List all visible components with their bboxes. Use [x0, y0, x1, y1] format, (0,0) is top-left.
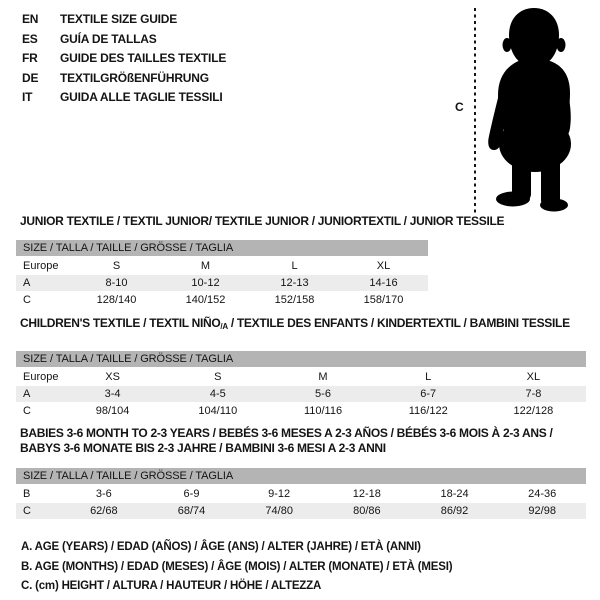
table-cell: 152/158 — [274, 294, 315, 306]
table-cell: 18-24 — [440, 488, 469, 500]
table-row — [16, 486, 586, 503]
size-header-bar: SIZE / TALLA / TAILLE / GRÖSSE / TAGLIA — [16, 468, 586, 484]
language-row — [22, 69, 226, 89]
table-cell: M — [318, 371, 328, 383]
table-cell: 5-6 — [315, 388, 331, 400]
section-junior-textile — [16, 214, 505, 309]
size-header-bar: SIZE / TALLA / TAILLE / GRÖSSE / TAGLIA — [16, 240, 428, 256]
table-cell: 74/80 — [265, 505, 293, 517]
table-cell: 3-6 — [95, 488, 112, 500]
height-measure-label: C — [455, 100, 464, 114]
heading-line: BABIES 3-6 MONTH TO 2-3 YEARS / BEBÉS 3-6 MESES A 2-3 AÑOS / BÉBÉS 3-6 MOIS À 2-3 ANS / — [20, 426, 553, 440]
row-label: C — [23, 294, 31, 306]
table-cell: M — [200, 260, 211, 272]
heading-text: CHILDREN'S TEXTILE / TEXTIL NIÑO — [20, 316, 221, 330]
language-code: EN — [22, 12, 39, 26]
table-cell: 14-16 — [369, 277, 398, 289]
table-cell: 8-10 — [105, 277, 128, 289]
table-cell: 24-36 — [528, 488, 557, 500]
section-heading — [16, 316, 586, 334]
section-heading — [16, 426, 586, 456]
heading-text: / TEXTILE DES ENFANTS / KINDERTEXTIL / BAMBINI TESSILE — [227, 316, 570, 330]
height-measure-line — [474, 8, 476, 213]
language-label: TEXTILE SIZE GUIDE — [60, 12, 178, 26]
table-row — [16, 292, 428, 309]
row-label: Europe — [23, 260, 59, 272]
language-label: GUÍA DE TALLAS — [60, 31, 157, 46]
table-cell: 3-4 — [104, 388, 121, 400]
heading-subscript: /A — [220, 322, 228, 331]
table-row — [16, 275, 428, 292]
heading-line: BABYS 3-6 MONATE BIS 2-3 JAHRE / BAMBINI 3-6 MESI A 2-3 ANNI — [20, 441, 386, 455]
row-label: B — [23, 488, 31, 500]
table-cell: 116/122 — [408, 405, 448, 417]
table-row — [16, 258, 428, 275]
table-cell: S — [214, 371, 222, 383]
section-children-textile — [16, 316, 586, 420]
language-code: ES — [22, 31, 38, 46]
table-cell: 80/86 — [353, 505, 381, 517]
language-list — [22, 10, 226, 108]
footnote-b: B. AGE (MONTHS) / EDAD (MESES) / ÂGE (MOIS) / ALTER (MONATE) / ETÀ (MESI) — [21, 560, 453, 573]
language-label: GUIDA ALLE TAGLIE TESSILI — [60, 90, 223, 104]
language-label: GUIDE DES TAILLES TEXTILE — [60, 51, 227, 65]
table-cell: S — [112, 260, 121, 272]
baby-silhouette-icon — [486, 6, 582, 212]
table-cell: XS — [105, 371, 120, 383]
language-code: FR — [22, 51, 38, 65]
footnote-c: C. (cm) HEIGHT / ALTURA / HAUTEUR / HÖHE / ALTEZZA — [21, 580, 322, 592]
table-cell: 4-5 — [209, 388, 226, 400]
row-label: C — [23, 405, 31, 417]
table-row — [16, 503, 586, 520]
table-cell: 68/74 — [177, 505, 206, 517]
language-row — [22, 30, 226, 50]
size-header-bar: SIZE / TALLA / TAILLE / GRÖSSE / TAGLIA — [16, 351, 586, 367]
table-cell: 9-12 — [268, 488, 291, 500]
table-cell: 140/152 — [185, 294, 226, 306]
row-label: A — [23, 277, 31, 289]
table-cell: 6-7 — [420, 388, 437, 400]
footnote-legend — [21, 538, 452, 597]
language-code: DE — [22, 70, 39, 85]
table-cell: 12-18 — [352, 488, 381, 500]
table-cell: 6-9 — [183, 488, 200, 500]
table-cell: 10-12 — [191, 277, 220, 289]
language-row — [22, 49, 226, 69]
language-label: TEXTILGRÖßENFÜHRUNG — [60, 70, 209, 85]
table-row — [16, 386, 586, 403]
table-cell: 104/110 — [198, 405, 238, 417]
table-cell: 12-13 — [280, 277, 309, 289]
table-cell: 110/116 — [303, 405, 343, 417]
row-label: Europe — [23, 371, 59, 383]
row-label: C — [23, 505, 31, 517]
section-babies-textile — [16, 426, 586, 520]
size-figure — [446, 0, 596, 220]
language-row — [22, 88, 226, 108]
table-cell: 128/140 — [96, 294, 137, 306]
table-cell: L — [425, 371, 432, 383]
table-cell: 98/104 — [95, 405, 130, 417]
table-cell: 86/92 — [440, 505, 469, 517]
table-cell: 62/68 — [90, 505, 118, 517]
table-cell: 122/128 — [513, 405, 554, 417]
table-cell: 7-8 — [525, 388, 542, 400]
language-row — [22, 10, 226, 30]
table-row — [16, 403, 586, 420]
table-row — [16, 369, 586, 386]
row-label: A — [23, 388, 31, 400]
table-cell: 158/170 — [363, 294, 404, 306]
table-cell: L — [291, 260, 298, 272]
table-cell: XL — [526, 371, 541, 383]
section-heading: JUNIOR TEXTILE / TEXTIL JUNIOR/ TEXTILE JUNIOR / JUNIORTEXTIL / JUNIOR TESSILE — [20, 214, 505, 228]
language-code: IT — [22, 90, 33, 104]
table-cell: XL — [376, 260, 391, 272]
table-cell: 92/98 — [528, 505, 556, 517]
footnote-a: A. AGE (YEARS) / EDAD (AÑOS) / ÂGE (ANS) / ALTER (JAHRE) / ETÀ (ANNI) — [21, 541, 421, 553]
